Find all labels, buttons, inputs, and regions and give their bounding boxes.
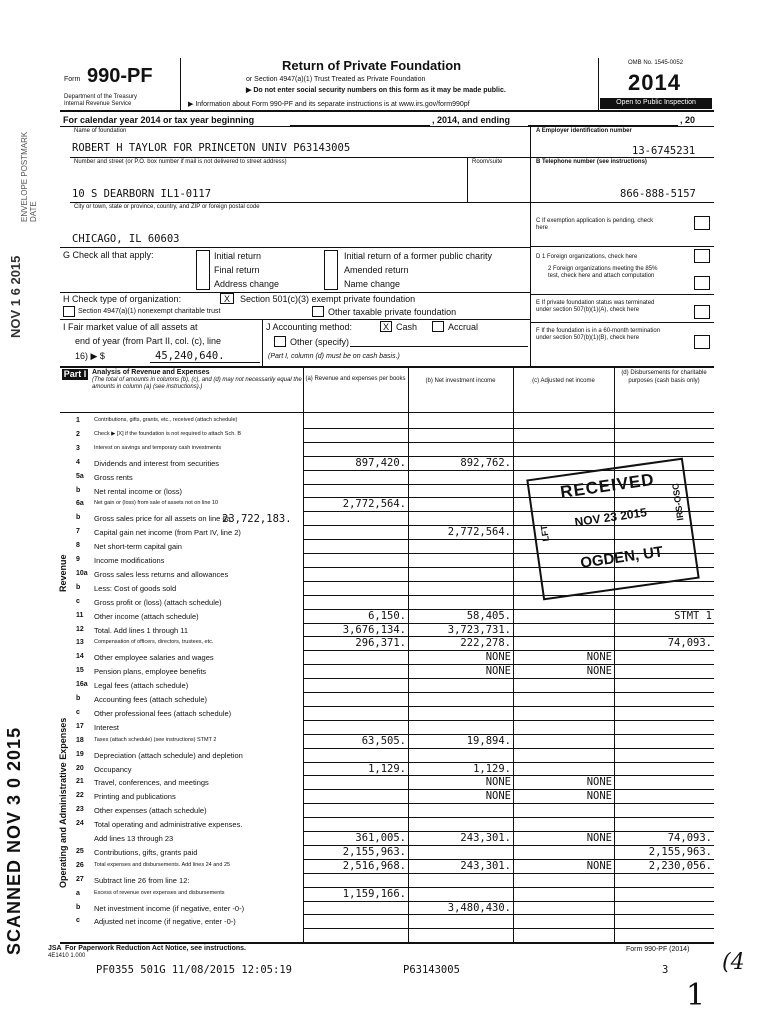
cell-col-b: 19,894.	[466, 734, 511, 747]
g-amended: Amended return	[344, 265, 409, 275]
cell-col-b: 2,772,564.	[447, 526, 511, 539]
line-number: 3	[76, 444, 80, 452]
inline-amount: 23,722,183.	[222, 513, 292, 526]
jsa-code: 4E1410 1.000	[48, 953, 86, 959]
line-number: 11	[76, 611, 84, 619]
line-number: 19	[76, 750, 84, 758]
cell-col-b: 58,405.	[466, 609, 511, 622]
cell-col-a: 1,159,166.	[342, 887, 406, 900]
form-prefix: Form	[64, 76, 81, 83]
j-cash-label: Cash	[396, 322, 418, 332]
line-label: Compensation of officers, directors, trustees, etc.	[94, 639, 214, 646]
line-label: Other expenses (attach schedule)	[94, 806, 207, 816]
line-label: Other income (attach schedule)	[94, 611, 199, 621]
line-number: b	[76, 486, 81, 494]
line-label: Gross sales less returns and allowances	[94, 569, 229, 579]
line-label: Adjusted net income (if negative, enter -0-)	[94, 917, 236, 927]
part-desc: (The total of amounts in columns (b), (c), and (d) may not necessarily equal the amounts in column (a) (see instructions).)	[92, 377, 302, 390]
g-name-change: Name change	[344, 279, 401, 289]
room-suite-label: Room/suite	[472, 159, 503, 165]
line-number: 4	[76, 458, 80, 466]
cell-col-c: NONE	[586, 790, 612, 803]
line-label: Legal fees (attach schedule)	[94, 681, 189, 691]
cell-col-b: 1,129.	[473, 762, 511, 775]
line-number: 24	[76, 820, 84, 828]
line-label: Capital gain net income (from Part IV, line 2)	[94, 528, 241, 538]
calendar-year-line: For calendar year 2014 or tax year beginning	[63, 115, 255, 125]
c-pending-checkbox[interactable]	[694, 216, 710, 230]
line-number: 14	[76, 653, 84, 661]
cell-col-b: 243,301.	[460, 859, 511, 872]
g-initial-public: Initial return of a former public charity	[344, 251, 493, 261]
stamp-code1: IRS-OSC	[670, 482, 686, 522]
line-number: 21	[76, 778, 84, 786]
phone-value: 866-888-5157	[620, 188, 696, 200]
col-c-header: (c) Adjusted net income	[532, 378, 595, 384]
h-other-checkbox[interactable]	[312, 306, 324, 317]
cell-col-b: NONE	[485, 651, 511, 664]
envelope-postmark-label: ENVELOPE POSTMARK DATE	[20, 131, 38, 222]
cell-col-c: NONE	[586, 832, 612, 844]
j-note: (Part I, column (d) must be on cash basis.)	[268, 353, 400, 360]
h-4947-label: Section 4947(a)(1) nonexempt charitable trust	[78, 308, 221, 315]
line-number: 25	[76, 847, 84, 855]
g-checkbox-col1[interactable]	[196, 250, 210, 290]
cell-col-b: 3,480,430.	[447, 901, 511, 914]
line-label: Less: Cost of goods sold	[94, 583, 177, 593]
cell-col-a: 1,129.	[368, 762, 406, 775]
part-tag: Part I	[63, 369, 87, 379]
footer-id: P63143005	[403, 964, 460, 976]
line-number: 9	[76, 556, 80, 563]
line-label: Add lines 13 through 23	[94, 834, 174, 843]
g-address-change: Address change	[214, 279, 280, 289]
d2-checkbox[interactable]	[694, 276, 710, 290]
cell-col-c: NONE	[586, 665, 612, 678]
line-label: Contributions, gifts, grants paid	[94, 847, 198, 857]
line-label: Interest on savings and temporary cash investments	[94, 444, 222, 451]
j-accrual-label: Accrual	[448, 322, 479, 332]
line-label: Accounting fees (attach schedule)	[94, 695, 207, 704]
cell-col-b: 3,723,731.	[447, 623, 511, 636]
line-label: Depreciation (attach schedule) and depletion	[94, 750, 243, 760]
received-text: RECEIVED	[559, 469, 656, 502]
line-number: 8	[76, 542, 80, 550]
i-line1: I Fair market value of all assets at	[63, 322, 198, 332]
line-label: Gross sales price for all assets on line 6a	[94, 514, 231, 524]
line-label: Contributions, gifts, grants, etc., received (attach schedule)	[94, 417, 238, 423]
line-number: 26	[76, 861, 84, 869]
department-label: Department of the Treasury	[64, 94, 138, 100]
print-line: PF0355 501G 11/08/2015 12:05:19	[96, 964, 292, 976]
h-501c3-checkbox[interactable]: X	[220, 293, 234, 304]
line-label: Net investment income (if negative, enter -0-)	[94, 903, 245, 913]
cell-col-a: 2,155,963.	[342, 845, 406, 858]
line-number: 17	[76, 722, 84, 730]
line-label: Pension plans, employee benefits	[94, 667, 207, 677]
cell-col-d: 2,230,056.	[648, 859, 712, 872]
line-number: 2	[76, 430, 80, 438]
pra-notice: For Paperwork Reduction Act Notice, see instructions.	[65, 945, 246, 952]
form-subtitle: or Section 4947(a)(1) Trust Treated as Private Foundation	[246, 76, 426, 83]
line-number: c	[76, 917, 80, 925]
g-initial-return: Initial return	[214, 251, 262, 261]
line-number: c	[76, 708, 80, 716]
cell-col-a: 361,005.	[355, 832, 406, 844]
line-number: 6a	[76, 500, 84, 508]
line-number: 27	[76, 875, 84, 883]
line-number: 23	[76, 806, 84, 814]
j-cash-checkbox[interactable]: X	[380, 321, 392, 332]
foundation-name: ROBERT H TAYLOR FOR PRINCETON UNIV P63143005	[72, 142, 351, 154]
ssn-notice: ▶ Do not enter social security numbers on this form as it may be made public.	[246, 87, 506, 94]
line-label: Other employee salaries and wages	[94, 653, 214, 663]
cell-col-a: 897,420.	[355, 456, 406, 469]
part-title: Analysis of Revenue and Expenses	[92, 369, 210, 376]
col-d-header: (d) Disbursements for charitable purposes (cash basis only)	[621, 370, 707, 384]
col-b-header: (b) Net investment income	[425, 378, 496, 384]
line-number: b	[76, 695, 81, 702]
city-state-zip: CHICAGO, IL 60603	[72, 233, 180, 245]
postmark-date: NOV 1 6 2015	[8, 255, 23, 338]
line-label: Occupancy	[94, 764, 132, 774]
cell-col-a: 2,516,968.	[342, 859, 406, 872]
ein-label: A Employer identification number	[536, 128, 632, 134]
j-label: J Accounting method:	[266, 322, 353, 332]
line-label: Income modifications	[94, 556, 165, 565]
line-label: Interest	[94, 722, 120, 732]
info-notice: ▶ Information about Form 990-PF and its separate instructions is at www.irs.gov/form990pf	[188, 101, 470, 108]
line-number: 22	[76, 792, 84, 800]
form-title: Return of Private Foundation	[282, 58, 462, 73]
line-number: b	[76, 514, 81, 522]
line-number: b	[76, 903, 81, 911]
cell-col-d: 74,093.	[667, 637, 712, 650]
j-other-label: Other (specify)	[290, 337, 350, 347]
calendar-mid: , 2014, and ending	[432, 115, 511, 125]
cell-col-a: 63,505.	[361, 734, 406, 747]
line-number: 15	[76, 667, 84, 675]
open-public-badge: Open to Public Inspection	[600, 98, 712, 109]
line-label: Net gain or (loss) from sale of assets not on line 10	[94, 500, 219, 507]
line-label: Total operating and administrative expenses.	[94, 820, 243, 830]
line-number: c	[76, 597, 80, 605]
line-number: 20	[76, 764, 84, 772]
cell-col-b: NONE	[485, 665, 511, 678]
c-pending-label: C If exemption application is pending, check here	[536, 218, 654, 231]
f-label: F If the foundation is in a 60-month termination under section 507(b)(1)(B), check here	[536, 328, 661, 341]
line-label: Net rental income or (loss)	[94, 486, 182, 496]
handwritten-note: (4	[722, 950, 745, 975]
cell-col-a: 2,772,564.	[342, 498, 406, 511]
calendar-end: , 20	[680, 115, 696, 125]
cell-col-b: 892,762.	[460, 456, 511, 469]
line-label: Taxes (attach schedule) (see instructions) STMT 2	[94, 736, 217, 743]
line-label: Gross profit or (loss) (attach schedule)	[94, 597, 222, 607]
e-checkbox[interactable]	[694, 305, 710, 319]
line-number: 12	[76, 625, 84, 633]
line-number: 10a	[76, 569, 88, 577]
cell-col-b: 222,278.	[460, 637, 511, 650]
j-accrual-checkbox[interactable]	[432, 321, 444, 332]
cell-col-b: NONE	[485, 776, 511, 789]
line-number: b	[76, 583, 81, 591]
g-final-return: Final return	[214, 265, 260, 275]
g-label: G Check all that apply:	[63, 250, 154, 260]
form-ref: Form 990-PF (2014)	[626, 946, 690, 953]
h-501c3-label: Section 501(c)(3) exempt private foundation	[240, 294, 416, 304]
h-4947-checkbox[interactable]	[63, 306, 75, 317]
foundation-name-label: Name of foundation	[74, 128, 127, 134]
cell-col-b: 243,301.	[460, 832, 511, 844]
line-number: 13	[76, 639, 84, 647]
line-number: 1	[76, 417, 80, 424]
received-stamp	[526, 458, 699, 601]
d1-label: D 1 Foreign organizations, check here	[536, 254, 638, 260]
line-label: Travel, conferences, and meetings	[94, 778, 209, 788]
line-label: Check ▶ [X] if the foundation is not required to attach Sch. B	[94, 430, 242, 437]
expenses-side-label: Operating and Administrative Expenses	[58, 717, 68, 888]
e-label: E If private foundation status was terminated under section 507(b)(1)(A), check here	[536, 300, 655, 313]
scanned-stamp: SCANNED NOV 3 0 2015	[4, 726, 24, 955]
i-line3: 16) ▶ $	[75, 351, 105, 361]
cell-col-a: 3,676,134.	[342, 623, 406, 636]
line-label: Total expenses and disbursements. Add lines 24 and 25	[94, 861, 231, 868]
tax-year: 2014	[628, 70, 681, 95]
received-city: OGDEN, UT	[579, 543, 665, 572]
revenue-side-label: Revenue	[58, 554, 68, 592]
cell-col-d: 2,155,963.	[648, 845, 712, 858]
line-number: 7	[76, 528, 80, 536]
jsa-label: JSA	[48, 945, 62, 952]
line-label: Net short-term capital gain	[94, 542, 182, 552]
irs-label: Internal Revenue Service	[64, 101, 132, 107]
street-label: Number and street (or P.O. box number if mail is not delivered to street address)	[74, 159, 287, 165]
page-number: 3	[662, 964, 669, 976]
cell-col-a: 296,371.	[355, 637, 406, 650]
line-number: a	[76, 889, 80, 897]
g-checkbox-col2[interactable]	[324, 250, 338, 290]
fmv-value: 45,240,640.	[155, 350, 225, 362]
col-a-header: (a) Revenue and expenses per books	[305, 376, 406, 382]
d2-label: 2 Foreign organizations meeting the 85% test, check here and attach computation	[548, 266, 658, 279]
line-label: Excess of revenue over expenses and disbursements	[94, 889, 225, 896]
cell-col-b: NONE	[485, 790, 511, 803]
line-label: Dividends and interest from securities	[94, 458, 220, 468]
received-date: NOV 23 2015	[573, 505, 648, 530]
phone-label: B Telephone number (see instructions)	[536, 159, 647, 165]
line-label: Gross rents	[94, 472, 133, 482]
cell-col-c: NONE	[586, 651, 612, 664]
cell-col-a: 6,150.	[368, 609, 406, 622]
cell-col-d: 74,093.	[667, 832, 712, 844]
cell-col-d: STMT 1	[674, 609, 712, 622]
h-label: H Check type of organization:	[63, 294, 182, 304]
line-number: 18	[76, 736, 84, 744]
city-label: City or town, state or province, country, and ZIP or foreign postal code	[74, 204, 260, 210]
line-label: Subtract line 26 from line 12:	[94, 875, 190, 885]
line-label: Total. Add lines 1 through 11	[94, 625, 189, 635]
cell-col-c: NONE	[586, 776, 612, 789]
line-number: 5a	[76, 472, 84, 480]
street-address: 10 S DEARBORN IL1-0117	[72, 188, 212, 200]
form-number: 990-PF	[87, 65, 153, 87]
ein-value: 13-6745231	[632, 145, 696, 157]
line-label: Other professional fees (attach schedule)	[94, 708, 232, 718]
d1-checkbox[interactable]	[694, 249, 710, 263]
handwritten-mark: 1	[686, 978, 706, 1013]
f-checkbox[interactable]	[694, 335, 710, 349]
stamp-code2: LFT	[538, 524, 552, 543]
cell-col-c: NONE	[586, 859, 612, 872]
i-line2: end of year (from Part II, col. (c), line	[75, 336, 222, 346]
j-other-checkbox[interactable]	[274, 336, 286, 347]
line-label: Printing and publications	[94, 792, 176, 802]
line-number: 16a	[76, 681, 88, 689]
h-other-label: Other taxable private foundation	[328, 307, 457, 317]
omb-number: OMB No. 1545-0052	[628, 60, 684, 66]
